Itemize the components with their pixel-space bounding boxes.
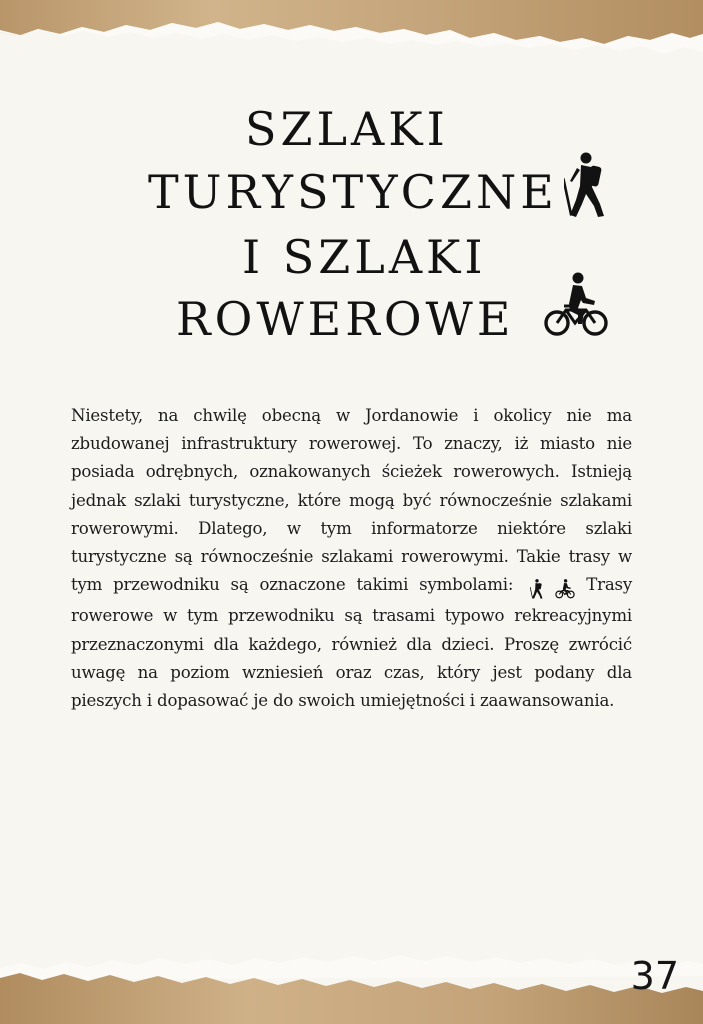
title-line-3: I SZLAKI — [242, 230, 487, 284]
title-line-2: TURYSTYCZNE — [148, 165, 558, 219]
cyclist-icon — [555, 579, 575, 599]
torn-paper-top — [0, 0, 703, 70]
hiker-icon — [530, 579, 544, 599]
title-line-4: ROWEROWE — [176, 292, 515, 346]
cyclist-icon — [544, 272, 608, 338]
torn-paper-bottom — [0, 934, 703, 1024]
hiker-icon — [564, 152, 608, 218]
symbol-legend — [530, 574, 575, 602]
page-number: 37 — [630, 954, 679, 998]
body-text-part-1: Niestety, na chwilę obecną w Jordanowie i okolicy nie ma zbudowanej infrastruktury rowerowej. To znaczy, iż miasto nie posiada odrębnych, oznakowanych ścieżek rowerowych. Istnieją jednak szlaki turystyczne, które mogą być równocześnie szlakami rowerowymi. Dlatego, w tym informatorze niektóre szlaki turystyczne są równocześnie szlakami rowerowymi. Takie trasy w tym przewodniku są oznaczone takimi symbolami: — [71, 406, 632, 595]
body-paragraph — [71, 402, 632, 715]
title-line-1: SZLAKI — [245, 102, 449, 156]
body-text-part-2: Trasy rowerowe w tym przewodniku są trasami typowo rekreacyjnymi przeznaczonymi dla każdego, również dla dzieci. Proszę zwrócić uwagę na poziom wzniesień oraz czas, który jest podany dla pieszych i dopasować je do swoich umiejętności i zaawansowania. — [71, 575, 633, 711]
